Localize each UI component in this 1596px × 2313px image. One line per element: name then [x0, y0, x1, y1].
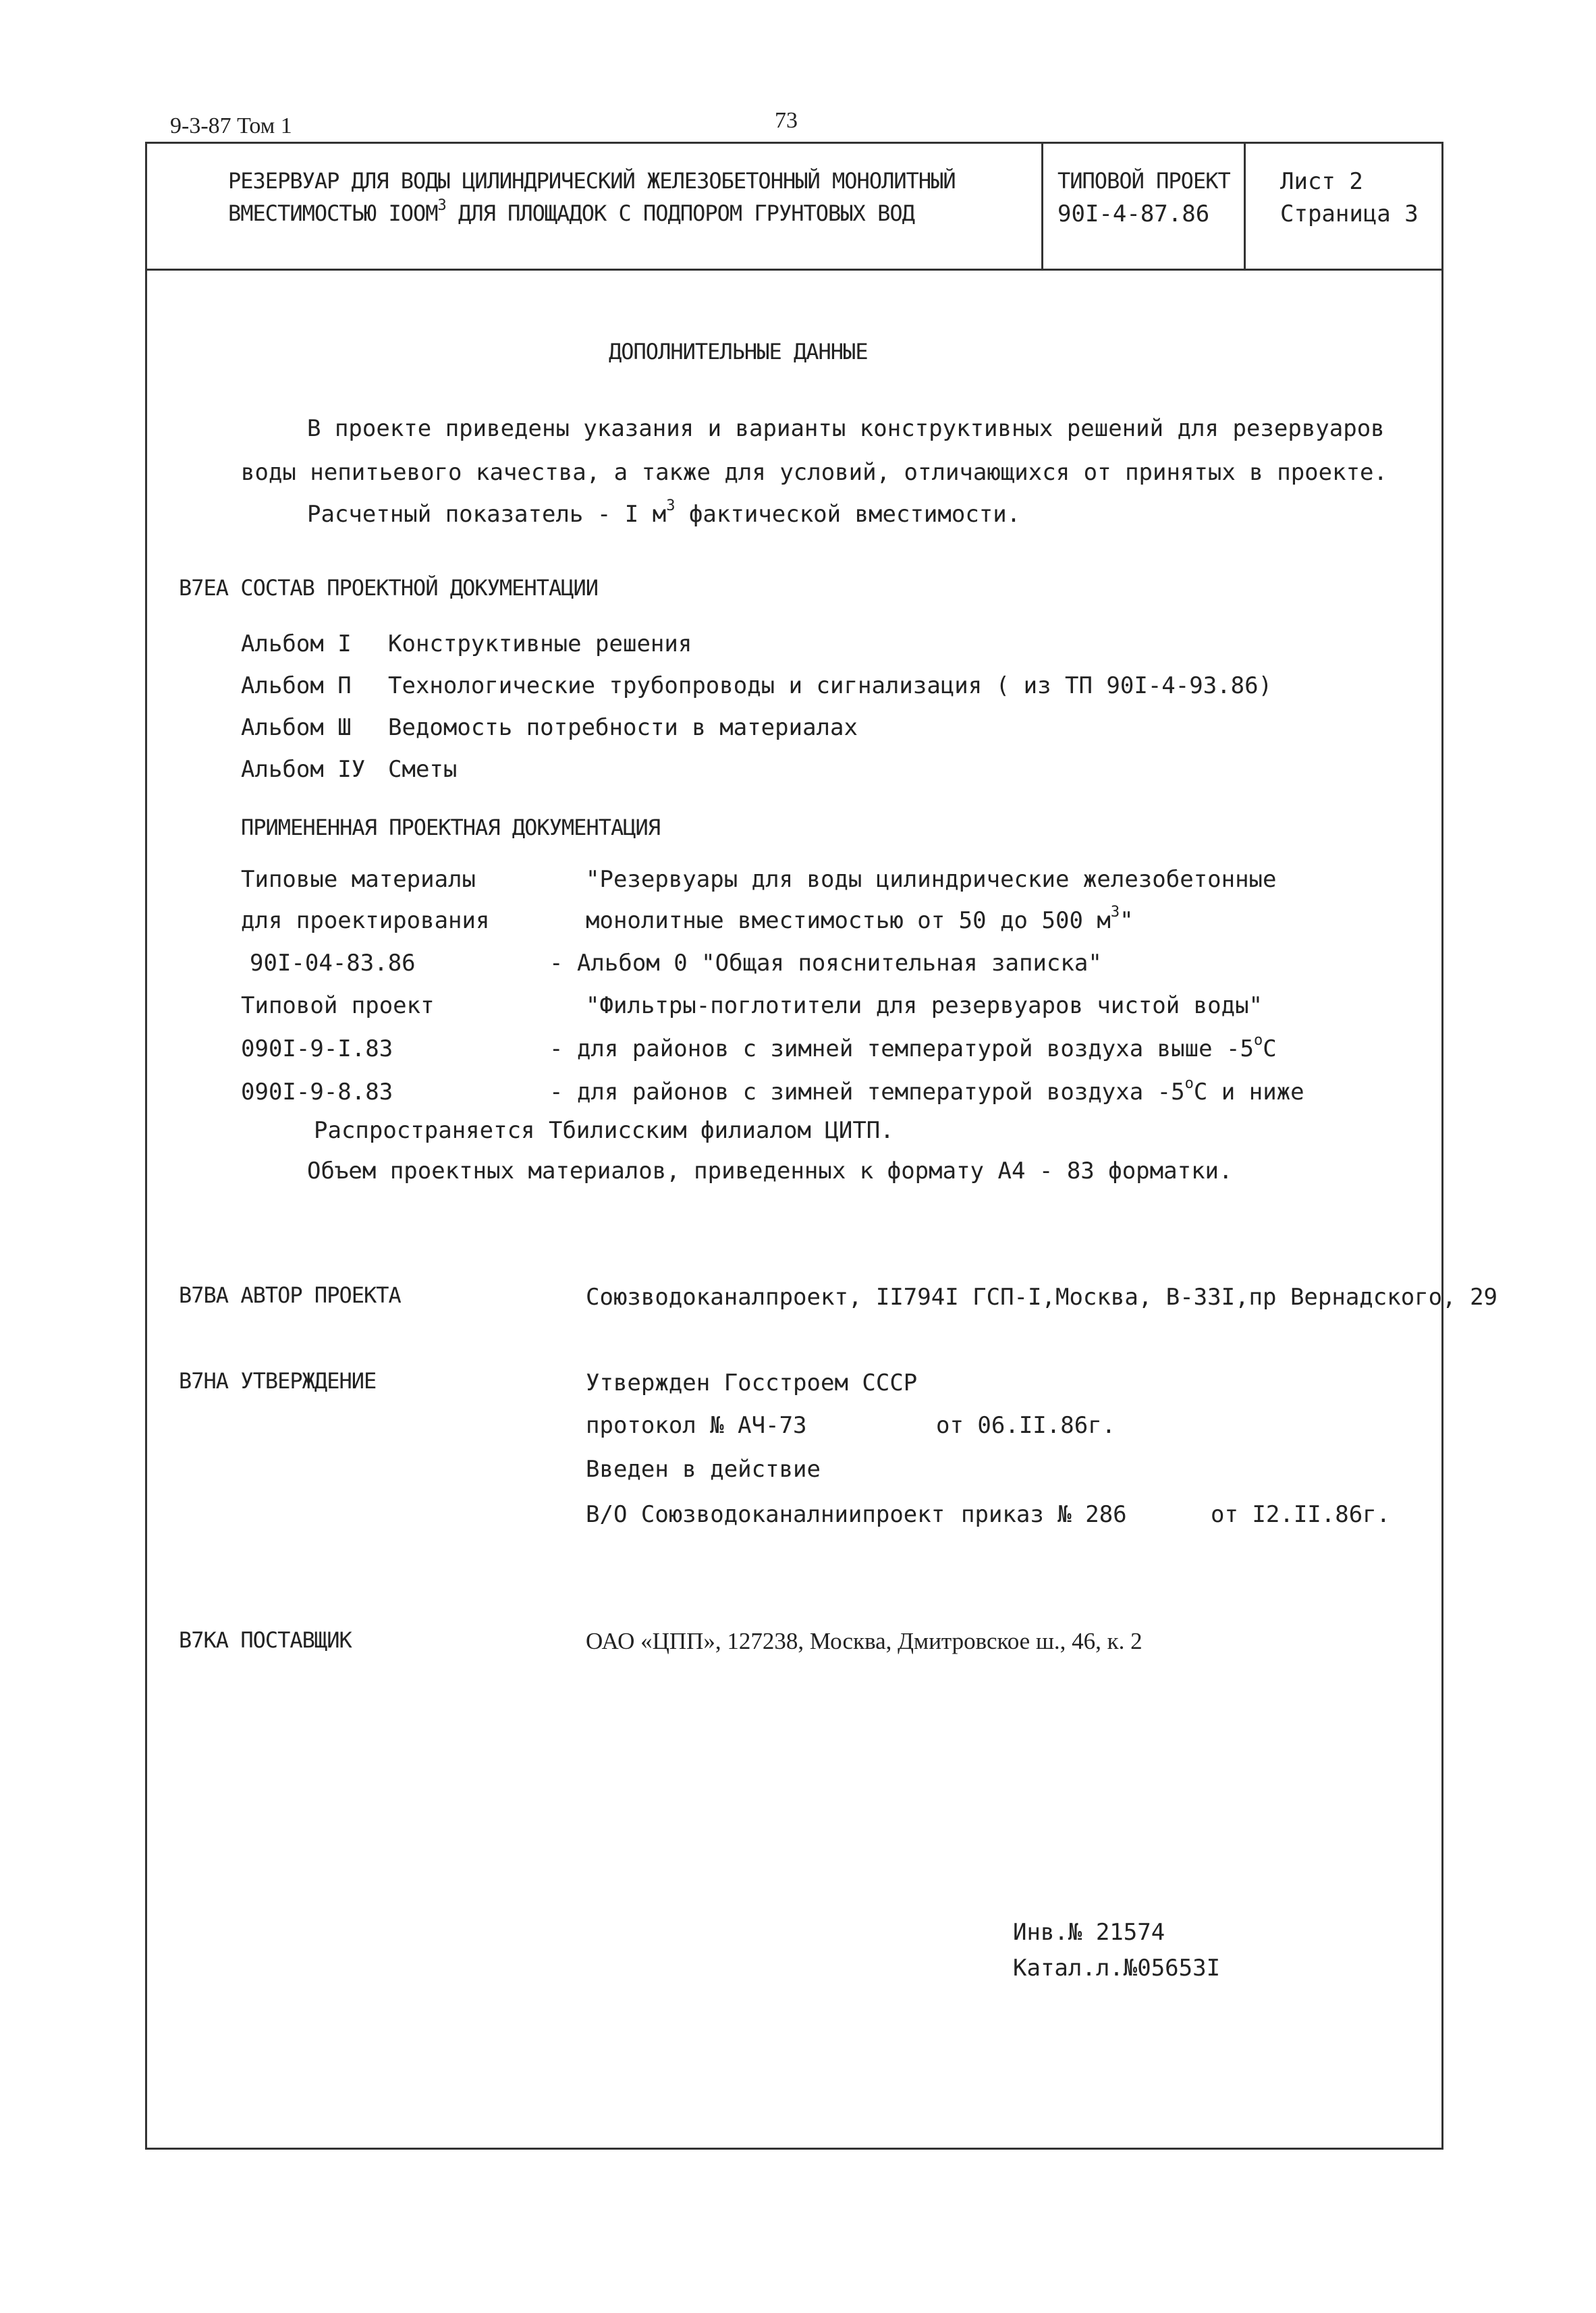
album-label: Альбом IУ — [241, 756, 366, 783]
applied-right: "Резервуары для воды цилиндрические железобетонные — [586, 866, 1277, 893]
album-text: Технологические трубопроводы и сигнализация ( из ТП 90I-4-93.86) — [388, 672, 1273, 699]
approval-order-date: от I2.II.86г. — [1211, 1501, 1391, 1528]
album-text: Ведомость потребности в материалах — [388, 714, 858, 741]
approval-line3: Введен в действие — [586, 1456, 821, 1483]
page-label: Страница 3 — [1280, 200, 1419, 227]
applied-heading: ПРИМЕНЕННАЯ ПРОЕКТНАЯ ДОКУМЕНТАЦИЯ — [241, 815, 661, 840]
additional-text-line3: Расчетный показатель - I $м^3$ фактической вместимости. — [307, 497, 1021, 528]
project-code: 90I-4-87.86 — [1057, 200, 1210, 227]
applied-left: Типовые материалы — [241, 866, 476, 893]
approval-order: приказ № 286 — [961, 1501, 1127, 1528]
album-label: Альбом Ш — [241, 714, 352, 741]
album-label: Альбом П — [241, 672, 352, 699]
title-block-separator-1 — [1041, 142, 1043, 270]
page-frame — [145, 142, 1443, 2150]
inventory-number: Инв.№ 21574 — [1013, 1919, 1165, 1946]
album-label: Альбом I — [241, 630, 352, 657]
volume-label: 9-3-87 Том 1 — [170, 113, 292, 138]
applied-right: - Альбом 0 "Общая пояснительная записка" — [549, 950, 1102, 977]
applied-right: - для районов с зимней температурой воздуха $-5^оС$ и ниже — [549, 1075, 1304, 1106]
catalog-number: Катал.л.№05653I — [1013, 1955, 1221, 1982]
supplier-text: ОАО «ЦПП», 127238, Москва, Дмитровское ш., 46, к. 2 — [586, 1628, 1143, 1654]
approval-protocol-date: от 06.II.86г. — [936, 1412, 1116, 1439]
album-text: Сметы — [388, 756, 458, 783]
applied-right: монолитные вместимостью от 50 до 500 $м^3$" — [586, 904, 1134, 934]
album-text: Конструктивные решения — [388, 630, 692, 657]
applied-left: 90I-04-83.86 — [250, 950, 416, 977]
author-label: В7ВА АВТОР ПРОЕКТА — [179, 1282, 401, 1308]
approval-label: В7НА УТВЕРЖДЕНИЕ — [179, 1368, 377, 1394]
applied-right: - для районов с зимней температурой воздуха выше $-5^оС$ — [549, 1032, 1277, 1062]
additional-heading: ДОПОЛНИТЕЛЬНЫЕ ДАННЫЕ — [609, 339, 868, 364]
approval-line1: Утвержден Госстроем СССР — [586, 1369, 918, 1396]
author-text: Союзводоканалпроект, II794I ГСП-I,Москва, В-33I,пр Вернадского, 29 — [586, 1284, 1498, 1311]
distribution-note: Распространяется Тбилисским филиалом ЦИТП. — [314, 1117, 894, 1144]
applied-left: 090I-9-I.83 — [241, 1035, 393, 1062]
title-block-separator-2 — [1244, 142, 1246, 270]
volume-note: Объем проектных материалов, приведенных к формату А4 - 83 форматки. — [307, 1158, 1233, 1185]
page-number: 73 — [775, 108, 798, 133]
title-block-divider — [145, 269, 1443, 271]
applied-left: Типовой проект — [241, 992, 435, 1019]
sheet-number: Лист 2 — [1280, 168, 1363, 195]
approval-organization: В/О Союзводоканалниипроект — [586, 1501, 945, 1528]
document-title-line2: ВМЕСТИМОСТЬЮ IOOM$^3$ ДЛЯ ПЛОЩАДОК С ПОДПОРОМ ГРУНТОВЫХ ВОД — [228, 197, 914, 226]
additional-text-line2: воды непитьевого качества, а также для условий, отличающихся от принятых в проекте. — [241, 459, 1387, 486]
project-label: ТИПОВОЙ ПРОЕКТ — [1057, 168, 1230, 194]
approval-protocol: протокол № АЧ-73 — [586, 1412, 807, 1439]
applied-left: 090I-9-8.83 — [241, 1079, 393, 1106]
composition-heading: В7ЕА СОСТАВ ПРОЕКТНОЙ ДОКУМЕНТАЦИИ — [179, 575, 599, 601]
additional-text-line1: В проекте приведены указания и варианты конструктивных решений для резервуаров — [307, 415, 1385, 442]
applied-left: для проектирования — [241, 907, 490, 934]
document-title-line1: РЕЗЕРВУАР ДЛЯ ВОДЫ ЦИЛИНДРИЧЕСКИЙ ЖЕЛЕЗОБЕТОННЫЙ МОНОЛИТНЫЙ — [228, 168, 956, 194]
supplier-label: В7КА ПОСТАВЩИК — [179, 1627, 352, 1653]
applied-right: "Фильтры-поглотители для резервуаров чистой воды" — [586, 992, 1263, 1019]
